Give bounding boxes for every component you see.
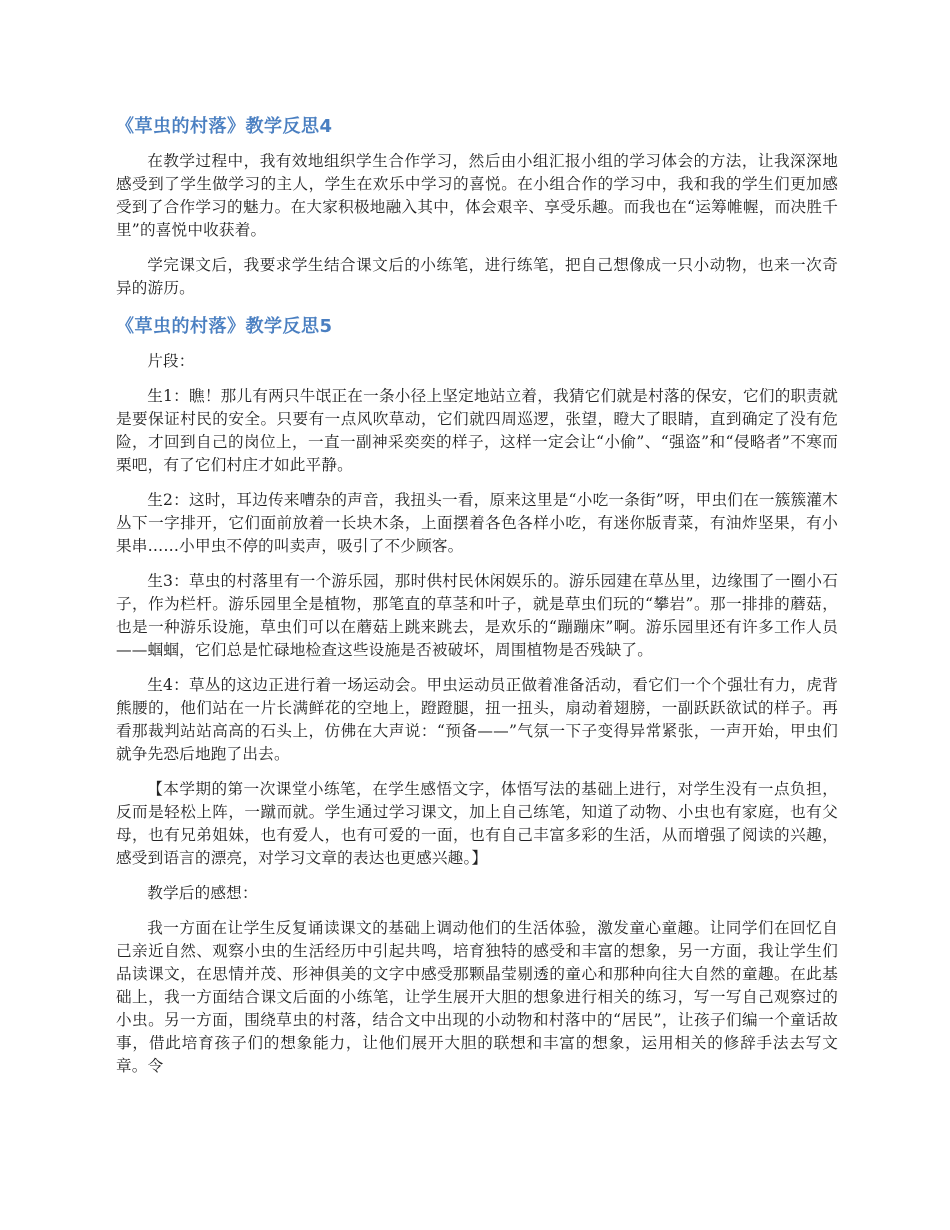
section-5-paragraph: 生1：瞧！那儿有两只牛氓正在一条小径上坚定地站立着，我猜它们就是村落的保安，它们的职责就是要保证村民的安全。只要有一点风吹草动，它们就四周巡逻，张望，瞪大了眼睛，直到确定了没有危险，才回到自己的岗位上，一直一副神采奕奕的样子，这样一定会让“小偷”、“强盗”和“侵略者”不寒而栗吧，有了它们村庄才如此平静。 — [116, 387, 838, 474]
section-4-paragraph: 在教学过程中，我有效地组织学生合作学习，然后由小组汇报小组的学习体会的方法，让我深深地感受到了学生做学习的主人，学生在欢乐中学习的喜悦。在小组合作的学习中，我和我的学生们更加感受到了合作学习的魅力。在大家积极地融入其中，体会艰辛、享受乐趣。而我也在“运筹帷幄，而决胜千里”的喜悦中收获着。 — [116, 152, 838, 239]
section-5-paragraph: 教学后的感想： — [147, 884, 258, 902]
section-5-paragraph: 【本学期的第一次课堂小练笔，在学生感悟文字，体悟写法的基础上进行，对学生没有一点负担，反而是轻松上阵，一蹴而就。学生通过学习课文，加上自己练笔，知道了动物、小虫也有家庭，也有父母，也有兄弟姐妹，也有爱人，也有可爱的一面，也有自己丰富多彩的生活，从而增强了阅读的兴趣，感受到语言的漂亮，对学习文章的表达也更感兴趣。】 — [116, 780, 838, 867]
section-4-paragraph: 学完课文后，我要求学生结合课文后的小练笔，进行练笔，把自己想像成一只小动物，也来一次奇异的游历。 — [116, 256, 838, 297]
section-5-paragraph: 片段： — [147, 352, 195, 370]
section-5-title: 《草虫的村落》教学反思5 — [116, 316, 333, 337]
section-5-paragraph: 生4：草丛的这边正进行着一场运动会。甲虫运动员正做着准备活动，看它们一个个强壮有力，虎背熊腰的，他们站在一片长满鲜花的空地上，蹬蹬腿，扭一扭头，扇动着翅膀，一副跃跃欲试的样子。再看那裁判站站高高的石头上，仿佛在大声说：“预备——”气氛一下子变得异常紧张，一声开始，甲虫们就争先恐后地跑了出去。 — [116, 676, 838, 763]
document-page — [116, 112, 838, 1090]
section-5-paragraph: 生2：这时，耳边传来嘈杂的声音，我扭头一看，原来这里是“小吃一条街”呀，甲虫们在一簇簇灌木丛下一字排开，它们面前放着一长块木条，上面摆着各色各样小吃，有迷你版青菜，有油炸坚果，有小果串……小甲虫不停的叫卖声，吸引了不少顾客。 — [116, 491, 838, 555]
section-4-title: 《草虫的村落》教学反思4 — [116, 116, 333, 137]
section-5-paragraph: 我一方面在让学生反复诵读课文的基础上调动他们的生活体验，激发童心童趣。让同学们在回忆自己亲近自然、观察小虫的生活经历中引起共鸣，培育独特的感受和丰富的想象，另一方面，我让学生们品读课文，在思情并茂、形神俱美的文字中感受那颗晶莹剔透的童心和那种向往大自然的童趣。在此基础上，我一方面结合课文后面的小练笔，让学生展开大胆的想象进行相关的练习，写一写自己观察过的小虫。另一方面，围绕草虫的村落，结合文中出现的小动物和村落中的“居民”，让孩子们编一个童话故事，借此培育孩子们的想象能力，让他们展开大胆的联想和丰富的想象，运用相关的修辞手法去写文章。令 — [116, 919, 838, 1075]
section-5-paragraph: 生3：草虫的村落里有一个游乐园，那时供村民休闲娱乐的。游乐园建在草丛里，边缘围了一圈小石子，作为栏杆。游乐园里全是植物，那笔直的草茎和叶子，就是草虫们玩的“攀岩”。那一排排的蘑菇，也是一种游乐设施，草虫们可以在蘑菇上跳来跳去，是欢乐的“蹦蹦床”啊。游乐园里还有许多工作人员——蝈蝈，它们总是忙碌地检查这些设施是否被破坏，周围植物是否残缺了。 — [116, 572, 838, 659]
